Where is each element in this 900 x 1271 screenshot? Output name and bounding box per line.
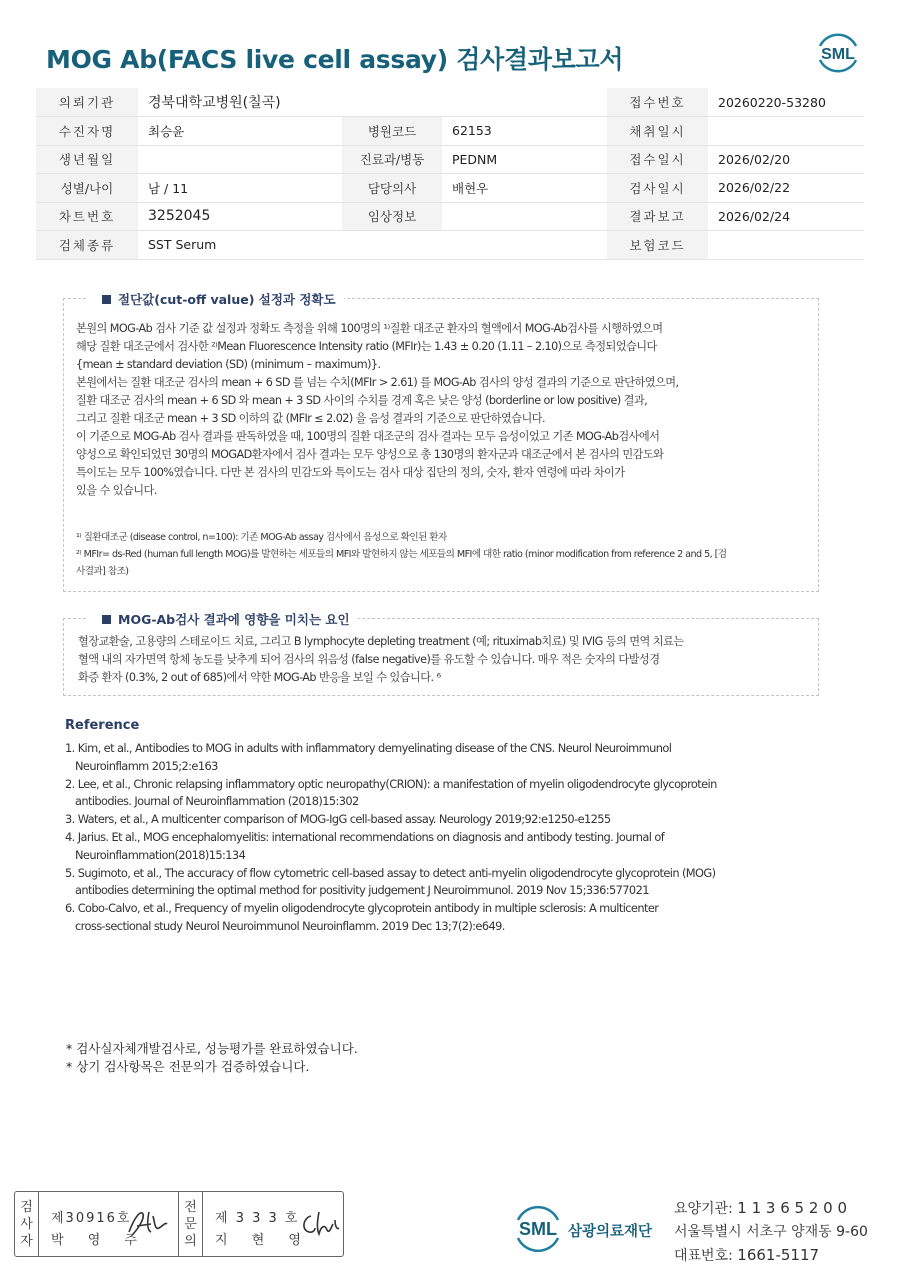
- info-value: 배현우: [442, 174, 607, 203]
- foundation-name: 삼광의료재단: [568, 1224, 653, 1240]
- text-line: 그리고 질환 대조군 mean + 3 SD 이하의 값 (MFIr ≤ 2.02) 을 음성 결과의 기준으로 판단하였습니다.: [76, 412, 546, 425]
- info-value: 2026/02/20: [708, 145, 864, 174]
- info-label: 검체종류: [36, 231, 138, 260]
- info-row: [36, 231, 864, 260]
- reference-item: Neuroinflamm 2015;2:e163: [75, 758, 218, 773]
- reference-item: Neuroinflammation(2018)15:134: [75, 847, 246, 862]
- cutoff-footnotes: [76, 529, 727, 580]
- footnote-line: ²⁾ MFIr= ds-Red (human full length MOG)를 발현하는 세포들의 MFI와 발현하지 않는 세포들의 MFI에 대한 ratio (minor modification from reference 2 and 5, [검: [76, 549, 727, 560]
- reference-item: 5. Sugimoto, et al., The accuracy of flow cytometric cell-based assay to detect anti-myelin oligodendrocyte glycoprotein (MOG): [65, 865, 716, 880]
- info-value: 남 / 11: [138, 174, 342, 203]
- footer-logo-text: SML: [519, 1219, 557, 1239]
- cutoff-section: [63, 292, 819, 592]
- info-value: [442, 202, 607, 231]
- info-label: 의뢰기관: [36, 88, 138, 117]
- square-bullet-icon: [102, 615, 111, 624]
- info-label: 병원코드: [342, 117, 442, 146]
- specialist-label: 전 문 의: [179, 1192, 203, 1256]
- reference-item: 2. Lee, et al., Chronic relapsing inflammatory optic neuropathy(CRION): a manifestation of myelin oligodendrocyte glycoprotein: [65, 776, 717, 791]
- footnote-line: ¹⁾ 질환대조군 (disease control, n=100): 기존 MOG-Ab assay 검사에서 음성으로 확인된 환자: [76, 532, 447, 543]
- tester-name: 박 영 주: [51, 1233, 147, 1248]
- factors-section: [63, 612, 819, 696]
- text-line: 본원에서는 질환 대조군 검사의 mean + 6 SD 를 넘는 수치(MFIr > 2.61) 를 MOG-Ab 검사의 양성 결과의 기준으로 판단하였으며,: [76, 376, 679, 389]
- reference-item: 3. Waters, et al., A multicenter comparison of MOG-IgG cell-based assay. Neurology 2019;92:e1250-e1255: [65, 812, 611, 827]
- text-line: 해당 질환 대조군에서 검사한 ²⁾Mean Fluorescence Intensity ratio (MFIr)는 1.43 ± 0.20 (1.11 – 2.10)으로 측정되었습니다: [76, 340, 657, 353]
- footer-logo: [510, 1200, 653, 1260]
- info-row: [36, 174, 864, 203]
- info-row: [36, 202, 864, 231]
- info-row: [36, 88, 864, 117]
- info-value: 20260220-53280: [708, 88, 864, 117]
- factors-section-title: MOG-Ab검사 결과에 영향을 미치는 요인: [88, 610, 358, 628]
- notes: [66, 1040, 358, 1076]
- info-value: [442, 231, 607, 260]
- info-label: 생년월일: [36, 145, 138, 174]
- tester-signature-icon: [125, 1206, 169, 1240]
- info-value: SST Serum: [138, 231, 342, 260]
- specialist-name: 지 현 영: [215, 1233, 311, 1248]
- info-row: [36, 117, 864, 146]
- logo-text: SML: [821, 46, 855, 63]
- text-line: 질환 대조군 검사의 mean + 6 SD 와 mean + 3 SD 사이의 수치를 경계 혹은 낮은 양성 (borderline or low positive) 결과,: [76, 394, 648, 407]
- text-line: 양성으로 확인되었던 30명의 MOGAD환자에서 검사 결과는 모두 양성으로 총 130명의 환자군과 대조군에서 본 검사의 민감도와: [76, 448, 664, 461]
- info-label: 수진자명: [36, 117, 138, 146]
- info-value: 3252045: [138, 202, 342, 231]
- phone-label: 대표번호:: [674, 1248, 733, 1264]
- info-label: 임상정보: [342, 202, 442, 231]
- organization-info: [674, 1197, 868, 1268]
- info-label: 검사일시: [607, 174, 708, 203]
- info-value: [138, 145, 342, 174]
- reference-item: cross-sectional study Neurol Neuroimmunol Neuroinflamm. 2019 Dec 13;7(2):e649.: [75, 918, 505, 933]
- info-value: 2026/02/22: [708, 174, 864, 203]
- text-line: 화증 환자 (0.3%, 2 out of 685)에서 약한 MOG-Ab 반응을 보일 수 있습니다. ⁶: [78, 671, 441, 684]
- info-value: 62153: [442, 117, 607, 146]
- phone-number: 1661-5117: [737, 1246, 820, 1264]
- info-label: 담당의사: [342, 174, 442, 203]
- note-line: * 검사실자체개발검사로, 성능평가를 완료하였습니다.: [66, 1041, 358, 1056]
- note-line: * 상기 검사항목은 전문의가 검증하였습니다.: [66, 1059, 310, 1074]
- text-line: 혈액 내의 자가면역 항체 농도를 낮추게 되어 검사의 위음성 (false negative)를 유도할 수 있습니다. 매우 적은 숫자의 다발성경: [78, 653, 660, 666]
- info-value: [442, 88, 607, 117]
- info-value: 2026/02/24: [708, 202, 864, 231]
- sml-footer-logo-icon: [510, 1200, 566, 1256]
- cutoff-section-title: 절단값(cut-off value) 설정과 정확도: [88, 290, 344, 308]
- info-label: 성별/나이: [36, 174, 138, 203]
- reference-title: Reference: [65, 718, 140, 733]
- reference-item: antibodies determining the optimal method for positivity judgement J Neuroimmunol. 2019 Nov 15;336:577021: [75, 883, 649, 898]
- reference-item: 4. Jarius. Et al., MOG encephalomyelitis: international recommendations on diagnosis and antibody testing. Journal of: [65, 829, 665, 844]
- info-label: 채취일시: [607, 117, 708, 146]
- info-label: 진료과/병동: [342, 145, 442, 174]
- text-line: 있을 수 있습니다.: [76, 484, 157, 497]
- info-label: [342, 88, 442, 117]
- info-value: PEDNM: [442, 145, 607, 174]
- text-line: 본원의 MOG-Ab 검사 기준 값 설정과 정확도 측정을 위해 100명의 ¹⁾질환 대조군 환자의 혈액에서 MOG-Ab검사를 시행하였으며: [76, 322, 663, 335]
- footnote-line: 사결과] 참조): [76, 566, 129, 577]
- reference-item: 6. Cobo-Calvo, et al., Frequency of myelin oligodendrocyte glycoprotein antibody in multiple sclerosis: A multicenter: [65, 901, 659, 916]
- specialist-signature-icon: [297, 1208, 341, 1240]
- tester-label: 검 사 자: [15, 1192, 39, 1256]
- text-line: {mean ± standard deviation (SD) (minimum – maximum)}.: [76, 358, 381, 371]
- factors-section-text: [78, 633, 684, 687]
- info-row: [36, 145, 864, 174]
- patient-info-table: [36, 88, 864, 260]
- reference-item: 1. Kim, et al., Antibodies to MOG in adults with inflammatory demyelinating disease of the CNS. Neurol Neuroimmunol: [65, 741, 672, 755]
- info-value: 경북대학교병원(칠곡): [138, 88, 342, 117]
- info-label: 차트번호: [36, 202, 138, 231]
- org-code-label: 요양기관:: [674, 1201, 733, 1217]
- specialist-cell: [203, 1192, 343, 1256]
- info-label: 결과보고: [607, 202, 708, 231]
- text-line: 이 기준으로 MOG-Ab 검사 결과를 판독하였을 때, 100명의 질환 대조군의 검사 결과는 모두 음성이었고 기존 MOG-Ab검사에서: [76, 430, 660, 443]
- info-label: 접수번호: [607, 88, 708, 117]
- text-line: 특이도는 모두 100%였습니다. 다만 본 검사의 민감도와 특이도는 검사 대상 집단의 정의, 숫자, 환자 연령에 따라 차이가: [76, 466, 625, 479]
- reference-list: [65, 740, 717, 936]
- specialist-license: 제 3 3 3 호: [215, 1211, 300, 1226]
- page-title: MOG Ab(FACS live cell assay) 검사결과보고서: [46, 45, 624, 74]
- signature-box: [14, 1191, 344, 1257]
- org-address: 서울특별시 서초구 양재동 9-60: [674, 1224, 868, 1240]
- info-value: [708, 117, 864, 146]
- info-value: [708, 231, 864, 260]
- cutoff-section-text: [76, 320, 679, 500]
- square-bullet-icon: [102, 295, 111, 304]
- sml-logo-icon: [812, 28, 864, 76]
- reference-item: antibodies. Journal of Neuroinflammation (2018)15:302: [75, 794, 359, 809]
- org-code: 1 1 3 6 5 2 0 0: [737, 1199, 848, 1217]
- tester-license: 제30916호: [51, 1211, 132, 1226]
- tester-cell: [39, 1192, 179, 1256]
- info-label: 보험코드: [607, 231, 708, 260]
- info-label: 접수일시: [607, 145, 708, 174]
- text-line: 혈장교환술, 고용량의 스테로이드 치료, 그리고 B lymphocyte depleting treatment (예; rituximab치료) 및 IVIG 등의 면역 치료는: [78, 635, 684, 648]
- info-label: [342, 231, 442, 260]
- info-value: 최승윤: [138, 117, 342, 146]
